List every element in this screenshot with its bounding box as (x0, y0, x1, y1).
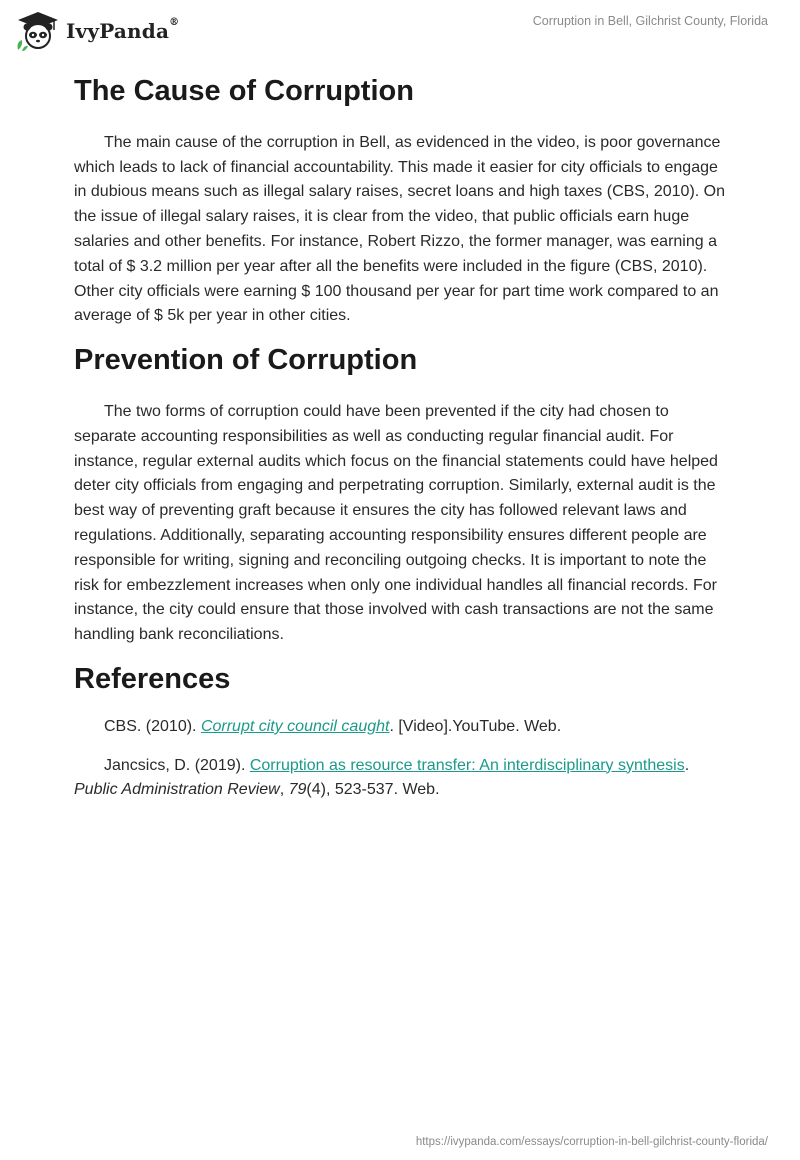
journal-title: Public Administration Review (74, 781, 280, 799)
page-header (0, 0, 800, 60)
reference-item: CBS. (2010). Corrupt city council caught. [Video].YouTube. Web. (104, 717, 562, 735)
reference-list (74, 715, 726, 803)
essay-content (74, 70, 726, 817)
paragraph-prevention: The two forms of corruption could have been prevented if the city had chosen to separate accounting responsibilities as well as conducting regular financial audit. For instance, regular external audits which focus on the financial statements could have helped deter city officials from engaging and perpetrating corruption. Similarly, external audit is the best way of preventing graft because it ensures the city has followed relevant laws and regulations. Additionally, separating accounting responsibility ensures different people are responsible for writing, signing and reconciling outgoing checks. It is important to note the risk for embezzlement increases when only one individual handles all financial records. For instance, the city could ensure that those involved with cash transactions are not the same handling bank reconciliations. (74, 402, 718, 644)
ivypanda-logo[interactable] (14, 10, 179, 52)
panda-graduate-icon (14, 10, 62, 52)
reference-link-cbs[interactable]: Corrupt city council caught (200, 717, 390, 735)
paragraph-cause: The main cause of the corruption in Bell, as evidenced in the video, is poor governance which leads to lack of financial accountability. This made it easier for city officials to engage in dubious means such as illegal salary raises, secret loans and high taxes (CBS, 2010). On the issue of illegal salary raises, it is clear from the video, that public officials earn huge salaries and other benefits. For instance, Robert Rizzo, the former manager, was earning a total of $ 3.2 million per year after all the benefits were included in the figure (CBS, 2010). Other city officials were earning $ 100 thousand per year for part time work compared to an average of $ 5k per year in other cities. (74, 133, 726, 325)
footer-url[interactable]: https://ivypanda.com/essays/corruption-in-bell-gilchrist-county-florida/ (415, 1136, 768, 1148)
brand-name: IvyPanda® (66, 17, 180, 43)
reference-item: Jancsics, D. (2019). Corruption as resource transfer: An interdisciplinary synthesis. Public Administration Review, 79(4), 523-537. Web. (74, 756, 690, 799)
journal-volume: 79 (288, 781, 307, 799)
document-title: Corruption in Bell, Gilchrist County, Florida (532, 14, 768, 28)
section-heading-prevention: Prevention of Corruption (74, 344, 418, 377)
reference-link-jancsics[interactable]: Corruption as resource transfer: An interdisciplinary synthesis (249, 756, 685, 774)
section-heading-references: References (74, 662, 231, 695)
section-heading-cause: The Cause of Corruption (74, 75, 414, 107)
